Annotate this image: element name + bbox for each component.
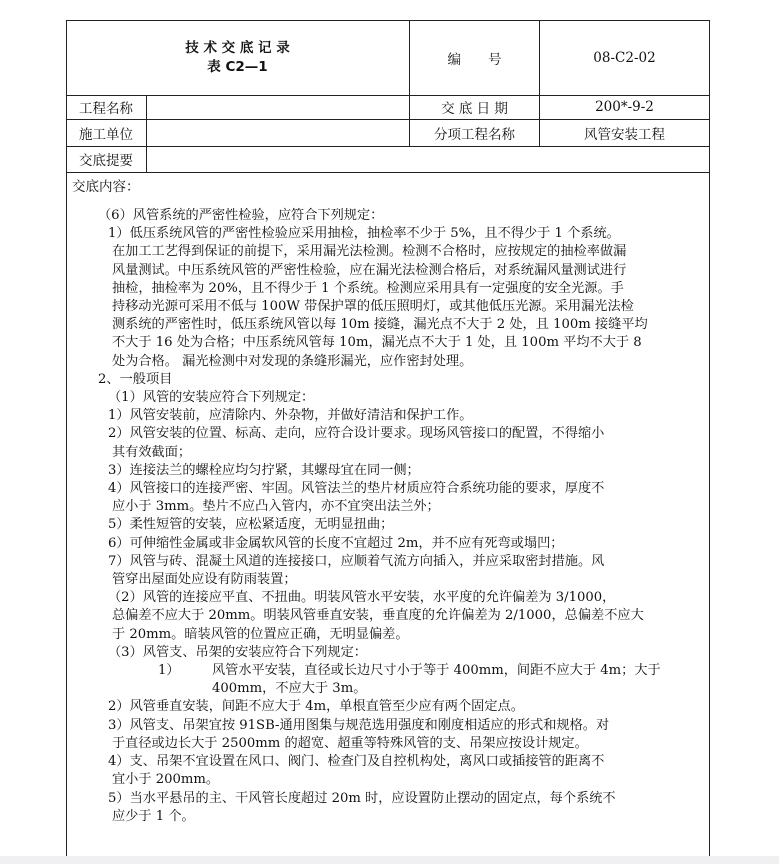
project-name-label: 工程名称: [79, 101, 133, 117]
content-line: 在加工工艺得到保证的前提下，采用漏光法检测。检测不合格时，应按规定的抽检率做漏: [112, 244, 627, 260]
date-label: 交 底 日 期: [441, 101, 508, 117]
content-line: 7）风管与砖、混凝土风道的连接接口，应顺着气流方向插入，并应采取密封措施。风: [108, 553, 605, 569]
table-line: [66, 172, 709, 173]
content-line: 2）风管安装的位置、标高、走向，应符合设计要求。现场风管接口的配置，不得缩小: [108, 426, 605, 442]
project-name-value: [150, 95, 405, 119]
summary-label: 交底提要: [79, 153, 133, 169]
content-line: 3）连接法兰的螺栓应均匀拧紧，其螺母宜在同一侧；: [108, 462, 420, 478]
disclosure-content: [72, 207, 701, 826]
content-line: 于 20mm。暗装风管的位置应正确，无明显偏差。: [112, 626, 409, 642]
number-value: 08-C2-02: [593, 49, 656, 66]
viewer-bottom-bar: [0, 856, 779, 864]
content-line: 5）柔性短管的安装，应松紧适度，无明显扭曲；: [108, 517, 394, 533]
form-title-block: [66, 20, 409, 95]
item-number: 1）: [158, 663, 180, 679]
content-line: 宜小于 200mm。: [112, 772, 220, 788]
content-line: 持移动光源可采用不低与 100W 带保护罩的低压照明灯，或其他低压光源。采用漏光法检: [112, 299, 634, 315]
construction-unit-label: 施工单位: [79, 126, 133, 143]
construction-unit-value: [150, 119, 405, 146]
number-label: 编 号: [447, 51, 502, 68]
content-line: 400mm，不应大于 3m。: [212, 681, 367, 697]
table-border-right: [709, 20, 710, 859]
sub-project-label: 分项工程名称: [434, 126, 515, 143]
content-hanging-item: [72, 662, 701, 680]
content-line: （3）风管支、吊架的安装应符合下列规定：: [108, 644, 367, 660]
content-line: 2）风管垂直安装，间距不应大于 4m，单根直管至少应有两个固定点。: [108, 699, 524, 715]
table-line: [146, 95, 147, 172]
content-line: 4）支、吊架不宜设置在风口、阀门、检查门及自控机构处，离风口或插接管的距离不: [108, 754, 605, 770]
content-line: 3）风管支、吊架宜按 91SB-通用图集与规范选用强度和刚度相适应的形式和规格。对: [108, 717, 610, 733]
content-label: 交底内容：: [72, 179, 140, 195]
content-line: 4）风管接口的连接严密、牢固。风管法兰的垫片材质应符合系统功能的要求，厚度不: [108, 481, 605, 497]
content-line: 6）可伸缩性金属或非金属软风管的长度不宜超过 2m，并不应有死弯或塌凹；: [108, 535, 564, 551]
content-line: 不大于 16 处为合格；中压系统风管每 10m，漏光点不大于 1 处，且 100m 平均不大于 8: [112, 335, 642, 351]
technical-disclosure-form: [66, 20, 709, 858]
content-line: 抽检，抽检率为 20%，且不得少于 1 个系统。检测应采用具有一定强度的安全光源。手: [112, 280, 624, 296]
content-line: 5）当水平悬吊的主、干风管长度超过 20m 时，应设置防止摆动的固定点，每个系统不: [108, 790, 616, 806]
content-line: 风量测试。中压系统风管的严密性检验，应在漏光法检测合格后，对系统漏风量测试进行: [112, 262, 627, 278]
content-line: 应小于 3mm。垫片不应凸入管内，亦不宜突出法兰外；: [112, 499, 440, 515]
content-line: （1）风管的安装应符合下列规定：: [108, 390, 315, 406]
content-line: 2、一般项目: [98, 371, 173, 387]
content-line: 总偏差不应大于 20mm。明装风管垂直安装，垂直度的允许偏差为 2/1000，总偏差不应大: [112, 608, 644, 624]
content-line: 风管水平安装，直径或长边尺寸小于等于 400mm，间距不应大于 4m；大于: [212, 663, 661, 679]
content-line: 1）风管安装前，应清除内、外杂物，并做好清洁和保护工作。: [108, 408, 473, 424]
content-line: 处为合格。 漏光检测中对发现的条缝形漏光，应作密封处理。: [112, 353, 473, 369]
content-line: 1）低压系统风管的严密性检验应采用抽检，抽检率不少于 5%，且不得少于 1 个系统。: [108, 226, 620, 242]
content-line: 管穿出屋面处应设有防雨装置；: [112, 572, 297, 588]
content-line: 其有效截面；: [112, 444, 192, 460]
content-line: 于直径或边长大于 2500mm 的超宽、超重等特殊风管的支、吊架应按设计规定。: [112, 735, 588, 751]
sub-project-value: 风管安装工程: [584, 126, 665, 143]
form-title: 技 术 交 底 记 录: [185, 39, 290, 56]
summary-value: [150, 146, 700, 172]
content-line: 测系统的严密性时，低压系统风管以每 10m 接缝，漏光点不大于 2 处，且 100m 接缝平均: [112, 317, 648, 333]
date-value: 200*-9-2: [595, 99, 654, 115]
content-line: 应少于 1 个。: [112, 808, 195, 824]
content-line: （2）风管的连接应平直、不扭曲。明装风管水平安装，水平度的允许偏差为 3/1000，: [108, 590, 616, 606]
content-line: （6）风管系统的严密性检验，应符合下列规定：: [98, 208, 384, 223]
form-code: 表 C2—1: [207, 58, 268, 75]
